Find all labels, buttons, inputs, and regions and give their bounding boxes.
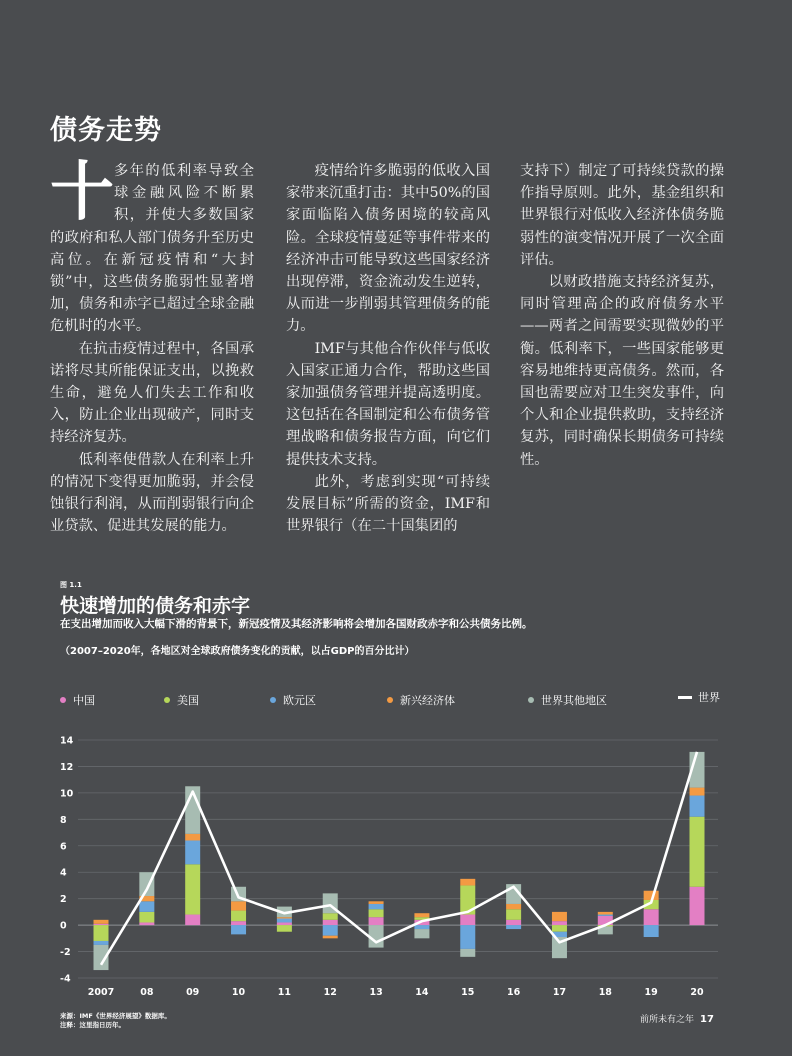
- y-tick-label: 6: [60, 841, 67, 853]
- bar-segment-us: [506, 909, 521, 920]
- figure-title: 快速增加的债务和赤字: [60, 595, 251, 617]
- bar-segment-euro: [185, 840, 200, 864]
- bar-segment-em: [231, 901, 246, 910]
- legend-label: 世界其他地区: [541, 694, 607, 707]
- legend-item-us: [164, 692, 199, 708]
- x-tick-label: 15: [461, 987, 475, 998]
- legend-label: 世界: [698, 691, 720, 704]
- x-tick-label: 17: [552, 987, 567, 998]
- bar-segment-us: [185, 864, 200, 914]
- bar-segment-us: [323, 913, 338, 920]
- bar-segment-em: [369, 901, 384, 904]
- footer-text: 前所未有之年: [640, 1015, 695, 1025]
- bar-segment-china: [369, 917, 384, 925]
- paragraph: 疫情给许多脆弱的低收入国家带来沉重打击：其中50%的国家面临陷入债务困境的较高风险。全球疫情蔓延等事件带来的经济冲击可能导致这些国家经济出现停滞，资金流动发生逆转，从而进一步削弱其管理债务的能力。: [286, 163, 490, 335]
- legend-item-row: [528, 692, 607, 708]
- paragraph: 支持下）制定了可持续贷款的操作指导原则。此外，基金组织和世界银行对低收入经济体债务脆弱性的演变情况开展了一次全面评估。: [520, 163, 724, 268]
- bar-segment-em: [94, 920, 109, 924]
- bar-segment-us: [277, 925, 292, 932]
- x-tick-label: 20: [690, 987, 704, 998]
- legend-dot-icon: [270, 697, 276, 703]
- figure-note: （2007–2020年，各地区对全球政府债务变化的贡献，以占GDP的百分比计）: [60, 646, 415, 657]
- bar-segment-china: [277, 922, 292, 925]
- legend-label: 欧元区: [283, 694, 316, 707]
- bar-segment-us: [94, 925, 109, 941]
- legend-item-euro: [270, 692, 316, 708]
- y-tick-label: 2: [60, 894, 67, 906]
- bar-segment-china: [644, 909, 659, 925]
- bar-segment-row: [414, 929, 429, 938]
- x-tick-label: 11: [277, 987, 292, 998]
- body-column-1: [50, 156, 254, 537]
- bar-segment-em: [460, 879, 475, 886]
- bar-segment-china: [323, 920, 338, 925]
- bar-segment-euro: [598, 915, 613, 916]
- bar-segment-china: [552, 921, 567, 925]
- y-tick-label: 10: [60, 788, 74, 800]
- figure-label: 图 1.1: [60, 581, 82, 589]
- legend-dot-icon: [387, 697, 393, 703]
- body-column-3: [520, 160, 724, 471]
- x-tick-label: 12: [323, 987, 337, 998]
- paragraph: [50, 156, 254, 338]
- legend-dot-icon: [60, 697, 66, 703]
- legend-label: 新兴经济体: [400, 694, 455, 707]
- x-tick-label: 13: [369, 987, 383, 998]
- bar-segment-china: [94, 924, 109, 925]
- y-tick-label: -4: [60, 973, 71, 985]
- source-line: 来源：IMF《世界经济展望》数据库。: [60, 1012, 171, 1020]
- bar-segment-row: [460, 949, 475, 957]
- bar-segment-china: [185, 915, 200, 926]
- page-number: 17: [700, 1014, 714, 1025]
- x-tick-label: 19: [644, 987, 658, 998]
- bar-segment-euro: [231, 925, 246, 934]
- bar-segment-us: [690, 817, 705, 887]
- legend-line-icon: [678, 696, 692, 699]
- bar-segment-em: [690, 788, 705, 796]
- bar-segment-china: [506, 920, 521, 925]
- x-tick-label: 18: [598, 987, 612, 998]
- paragraph: 以财政措施支持经济复苏，同时管理高企的政府债务水平——两者之间需要实现微妙的平衡。低利率下，一些国家能够更容易地维持更高债务。然而，各国也需要应对卫生突发事件，向个人和企业提供救助，支持经济复苏，同时确保长期债务可持续性。: [520, 274, 724, 468]
- x-tick-label: 2007: [87, 987, 115, 998]
- legend-item-em: [387, 692, 455, 708]
- bar-segment-euro: [644, 925, 659, 937]
- legend-item-world: [678, 689, 720, 705]
- paragraph-text: 多年的低利率导致全球金融风险不断累积，并使大多数国家的政府和私人部门债务升至历史高位。在新冠疫情和“大封锁”中，这些债务脆弱性显著增加，债务和赤字已超过全球金融危机时的水平。: [50, 163, 254, 335]
- bar-segment-china: [690, 887, 705, 925]
- x-tick-label: 14: [415, 987, 429, 998]
- figure-source: [60, 1012, 171, 1030]
- bar-segment-em: [552, 912, 567, 921]
- paragraph: IMF与其他合作伙伴与低收入国家正通力合作，帮助这些国家加强债务管理并提高透明度。这包括在各国制定和公布债务管理战略和债务报告方面，向它们提供技术支持。: [286, 340, 490, 468]
- legend-label: 美国: [177, 694, 199, 707]
- y-tick-label: 0: [60, 920, 67, 932]
- bar-segment-us: [231, 911, 246, 922]
- bar-segment-us: [552, 925, 567, 932]
- legend-item-china: [60, 692, 95, 708]
- y-tick-label: 8: [60, 814, 67, 826]
- legend-label: 中国: [73, 694, 95, 707]
- bar-segment-euro: [139, 901, 154, 912]
- page-footer: [640, 1012, 714, 1025]
- drop-cap: 十: [50, 156, 114, 230]
- legend-dot-icon: [528, 697, 534, 703]
- bar-segment-euro: [690, 796, 705, 817]
- section-title: 债务走势: [50, 115, 162, 146]
- bar-segment-em: [598, 912, 613, 915]
- figure-subtitle: 在支出增加而收入大幅下滑的背景下，新冠疫情及其经济影响将会增加各国财政赤字和公共债务比例。: [60, 618, 533, 630]
- y-tick-label: 14: [60, 735, 74, 747]
- debt-change-chart: [0, 720, 792, 1005]
- bar-segment-row: [369, 925, 384, 947]
- y-tick-label: 4: [60, 867, 67, 879]
- y-tick-label: 12: [60, 761, 74, 773]
- paragraph: 低利率使借款人在利率上升的情况下变得更加脆弱，并会侵蚀银行利润，从而削弱银行向企业贷款、促进其发展的能力。: [50, 451, 254, 535]
- paragraph: 此外，考虑到实现“可持续发展目标”所需的资金，IMF和世界银行（在二十国集团的: [286, 473, 490, 535]
- bar-segment-us: [369, 909, 384, 917]
- bar-segment-em: [185, 834, 200, 841]
- bar-segment-em: [277, 917, 292, 918]
- x-tick-label: 16: [506, 987, 521, 998]
- source-note: 注释：这里指日历年。: [60, 1021, 125, 1029]
- bar-segment-euro: [506, 925, 521, 929]
- bar-segment-china: [231, 921, 246, 925]
- bar-segment-euro: [94, 941, 109, 945]
- bar-segment-china: [460, 915, 475, 926]
- x-tick-label: 09: [186, 987, 200, 998]
- bar-segment-em: [323, 936, 338, 939]
- bar-segment-us: [139, 912, 154, 923]
- bar-segment-em: [414, 913, 429, 917]
- bar-segment-euro: [277, 919, 292, 923]
- bar-segment-euro: [323, 925, 338, 936]
- x-tick-label: 10: [231, 987, 246, 998]
- bar-segment-euro: [414, 925, 429, 929]
- bar-segment-euro: [369, 904, 384, 909]
- legend-dot-icon: [164, 697, 170, 703]
- paragraph: 在抗击疫情过程中，各国承诺将尽其所能保证支出，以挽救生命，避免人们失去工作和收入，防止企业出现破产，同时支持经济复苏。: [50, 340, 254, 446]
- x-tick-label: 08: [140, 987, 154, 998]
- body-column-2: [286, 160, 490, 537]
- bar-segment-euro: [460, 925, 475, 949]
- bar-segment-china: [139, 922, 154, 925]
- y-tick-label: -2: [60, 947, 71, 959]
- bar-segment-em: [506, 904, 521, 909]
